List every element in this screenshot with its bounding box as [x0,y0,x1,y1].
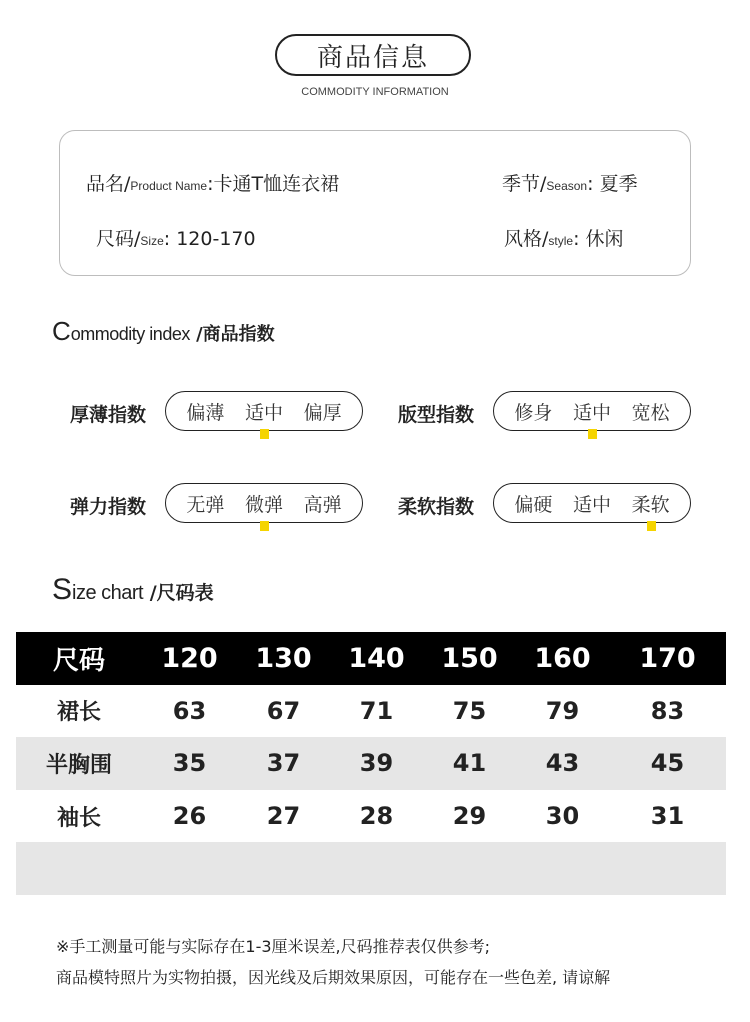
page-subtitle: COMMODITY INFORMATION [301,86,449,98]
index-label-elasticity: 弹力指数 [70,496,147,518]
index-option: 偏硬 [514,493,553,516]
commodity-index-title [52,316,275,347]
table-cell: 79 [545,696,580,725]
table-header-row [16,632,726,685]
table-row [16,790,726,843]
measurement-note: ※手工测量可能与实际存在1-3厘米误差,尺码推荐表仅供参考; [56,937,491,956]
info-size: 尺码/Size: 120-170 [96,228,256,250]
info-size-label-en: Size [140,234,164,248]
table-header-cell: 140 [330,632,423,685]
index-label-softness: 柔软指数 [398,496,475,518]
info-style-label-en: style [548,234,574,248]
info-product-name-value: 卡通T恤连衣裙 [213,173,340,195]
size-table [16,632,726,895]
index-pill-fit [493,391,691,431]
index-selected-marker [260,429,269,439]
table-cell: 71 [359,696,394,725]
table-row [16,685,726,738]
index-selected-marker [260,521,269,531]
info-size-label-zh: 尺码/ [96,228,141,250]
table-cell [516,842,609,895]
info-season-value: 夏季 [599,173,638,195]
table-cell: 63 [172,696,207,725]
index-option: 宽松 [631,401,670,424]
table-cell: 30 [545,802,580,831]
table-header-cell: 160 [516,632,609,685]
table-cell: 31 [650,802,685,831]
table-header-cell: 尺码 [16,632,142,685]
index-option: 无弹 [186,493,225,516]
table-header-cell: 150 [423,632,516,685]
table-cell: 27 [266,802,301,831]
index-option: 微弹 [245,490,283,517]
size-chart-en: ize chart [72,582,144,604]
info-size-value: 120-170 [176,228,256,250]
table-header-cell: 170 [609,632,726,685]
index-label-fit: 版型指数 [398,404,475,426]
table-cell [142,842,237,895]
index-option: 偏薄 [186,401,225,424]
table-cell: 75 [452,696,487,725]
table-header-cell: 120 [142,632,237,685]
table-cell: 45 [609,737,726,790]
commodity-index-initial: C [52,316,71,346]
product-info-box [59,130,691,276]
commodity-index-zh: /商品指数 [189,324,275,345]
info-season-label-zh: 季节/ [502,173,547,195]
index-label-thickness: 厚薄指数 [70,404,147,426]
table-cell [423,842,516,895]
table-cell [330,842,423,895]
size-chart-title [52,573,214,607]
info-season-label-en: Season [546,179,588,193]
table-cell [237,842,330,895]
table-cell: 35 [142,737,237,790]
index-option: 适中 [572,493,611,516]
table-cell: 83 [650,696,685,725]
index-selected-marker [647,521,656,531]
table-cell [16,842,142,895]
table-cell: 28 [359,802,394,831]
size-chart-initial: S [52,573,73,606]
index-option: 修身 [514,401,553,424]
table-cell: 43 [516,737,609,790]
info-product-name-label-zh: 品名/ [86,173,131,195]
info-season: 季节/Season: 夏季 [502,173,638,195]
info-style-value: 休闲 [585,228,624,250]
info-style-label-zh: 风格/ [504,228,549,250]
index-pill-thickness [165,391,363,431]
table-cell: 袖长 [56,805,101,831]
color-note: 商品模特照片为实物拍摄，因光线及后期效果原因，可能存在一些色差, 请谅解 [56,968,611,987]
table-cell: 29 [452,802,487,831]
index-pill-elasticity [165,483,363,523]
info-style: 风格/style: 休闲 [504,228,624,250]
table-header-cell: 130 [237,632,330,685]
commodity-index-en: ommodity index [70,324,190,344]
index-option: 柔软 [632,490,670,517]
table-cell: 裙长 [56,700,101,726]
size-chart-zh: /尺码表 [143,582,214,604]
table-cell: 26 [172,802,207,831]
index-option: 适中 [573,398,611,425]
page-title: 商品信息 [275,34,471,76]
table-cell [609,842,726,895]
table-cell: 半胸围 [16,737,142,790]
index-option: 高弹 [303,493,342,516]
table-row [16,737,726,790]
info-product-name: 品名/Product Name:卡通T恤连衣裙 [86,173,340,195]
index-option: 适中 [245,398,283,425]
table-cell: 39 [330,737,423,790]
table-cell: 67 [266,696,301,725]
index-option: 偏厚 [303,401,342,424]
table-cell: 37 [237,737,330,790]
table-cell: 41 [423,737,516,790]
index-pill-softness [493,483,691,523]
table-row [16,842,726,895]
info-product-name-label-en: Product Name [130,179,208,193]
index-selected-marker [588,429,597,439]
